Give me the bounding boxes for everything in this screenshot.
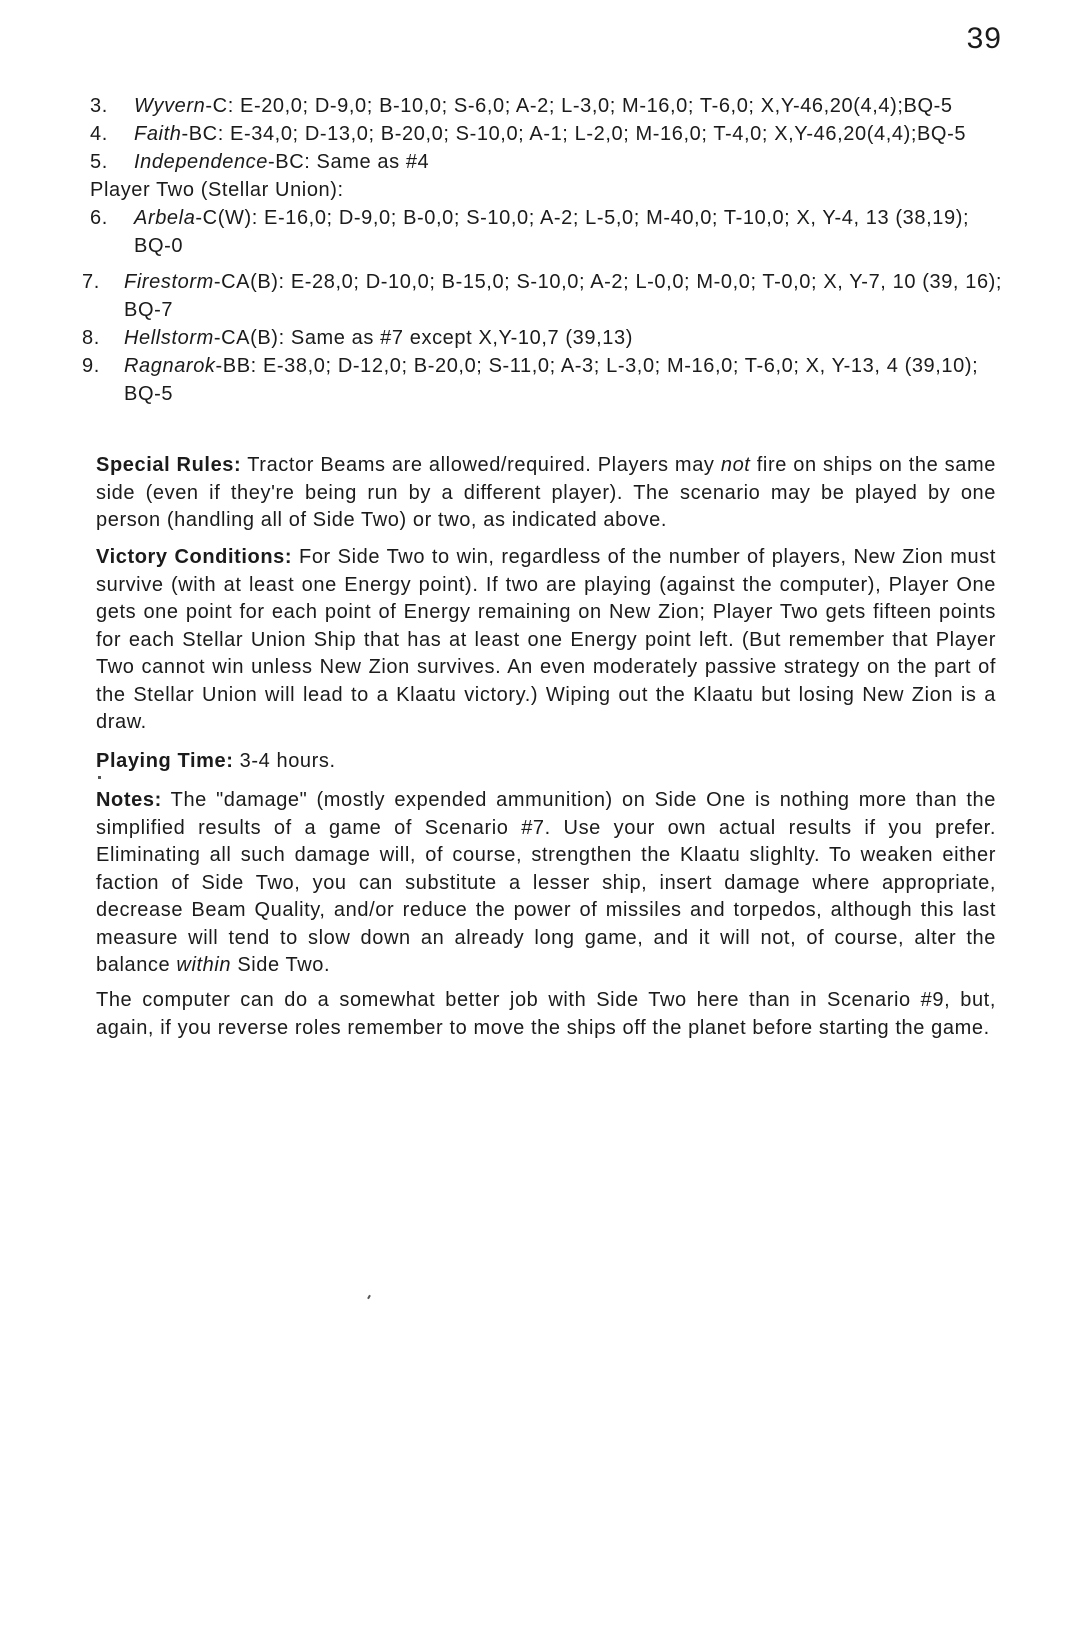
ship-stats: -C(W): E-16,0; D-9,0; B-0,0; S-10,0; A-2; L-5,0; M-40,0; T-10,0; X, Y-4, 13 (38,19); BQ-0 [134,207,970,257]
print-speck [98,776,101,779]
page-number: 39 [966,22,1002,55]
ship-name: Wyvern [134,95,206,117]
ship-number: 5. [90,151,108,173]
ship-stats: -C: E-20,0; D-9,0; B-10,0; S-6,0; A-2; L-3,0; M-16,0; T-6,0; X,Y-46,20(4,4);BQ-5 [205,95,953,117]
ship-list [82,92,1010,408]
ship-number: 4. [90,123,108,145]
ship-stats: -CA(B): E-28,0; D-10,0; B-15,0; S-10,0; A-2; L-0,0; M-0,0; T-0,0; X, Y-7, 10 (39, 16); BQ-7 [124,271,1003,321]
notes-emphasis: within [176,954,232,976]
ship-number: 6. [90,207,108,229]
notes-text-end: Side Two. [231,954,331,976]
ship-number: 7. [82,271,100,293]
ship-number: 3. [90,95,108,117]
playing-time-label: Playing Time: [96,750,234,772]
special-rules-label: Special Rules: [96,454,242,476]
special-rules-text-end: fire on ships on the same side (even if they're being run by a different player). The scenario may be played by one person (handling all of Side Two) or two, as indicated above. [96,454,996,531]
ship-entry-8 [82,324,1010,352]
computer-paragraph: The computer can do a somewhat better job with Side Two here than in Scenario #9, but, again, if you reverse roles remember to move the ships off the planet before starting the game. [96,989,996,1039]
ship-entry-9 [82,352,1010,408]
ship-stats: -BC: Same as #4 [268,151,430,173]
ship-entry-7 [82,268,1010,324]
playing-time-text: 3-4 hours. [233,750,336,772]
notes-paragraph [96,787,996,980]
ship-name: Ragnarok [124,355,216,377]
ship-stats: -CA(B): Same as #7 except X,Y-10,7 (39,13) [213,327,633,349]
player-two-heading: Player Two (Stellar Union): [90,179,344,201]
special-rules-emphasis: not [720,454,751,476]
victory-conditions-paragraph [96,544,996,737]
victory-conditions-label: Victory Conditions: [96,546,293,568]
ship-name: Faith [134,123,182,145]
ship-name: Independence [134,151,268,173]
notes-label: Notes: [96,789,162,811]
special-rules-paragraph [96,452,996,535]
victory-conditions-text: For Side Two to win, regardless of the number of players, New Zion must survive (with at least one Energy point). If two are playing (against the computer), Player One gets one point for each point of Energy remaining on New Zion; Player Two gets fifteen points for each Stellar Union Ship that has at least one Energy point left. (But remember that Player Two cannot win unless New Zion survives. An even moderately passive strategy on the part of the Stellar Union will lead to a Klaatu victory.) Wiping out the Klaatu but losing New Zion is a draw. [96,546,996,733]
ship-entry-4 [90,120,1010,148]
ship-stats: -BB: E-38,0; D-12,0; B-20,0; S-11,0; A-3; L-3,0; M-16,0; T-6,0; X, Y-13, 4 (39,10); BQ-5 [124,355,979,405]
ship-name: Firestorm [124,271,214,293]
ship-number: 8. [82,327,100,349]
ship-entry-5 [90,148,1010,176]
ship-number: 9. [82,355,100,377]
ship-name: Arbela [134,207,196,229]
playing-time-paragraph [96,748,996,776]
ship-entry-3 [90,92,1010,120]
special-rules-text: Tractor Beams are allowed/required. Players may [241,454,721,476]
ship-entry-6 [90,204,1010,260]
print-speck [367,1295,371,1299]
ship-stats: -BC: E-34,0; D-13,0; B-20,0; S-10,0; A-1; L-2,0; M-16,0; T-4,0; X,Y-46,20(4,4);BQ-5 [181,123,967,145]
ship-name: Hellstorm [124,327,214,349]
notes-text: The "damage" (mostly expended ammunition) on Side One is nothing more than the simplified results of a game of Scenario #7. Use your own actual results if you prefer. Eliminating all such damage will, of course, strengthen the Klaatu slighlty. To weaken either faction of Side Two, you can substitute a lesser ship, insert damage where appropriate, decrease Beam Quality, and/or reduce the power of missiles and torpedos, although this last measure will tend to slow down an already long game, and it will not, of course, alter the balance [96,789,996,976]
